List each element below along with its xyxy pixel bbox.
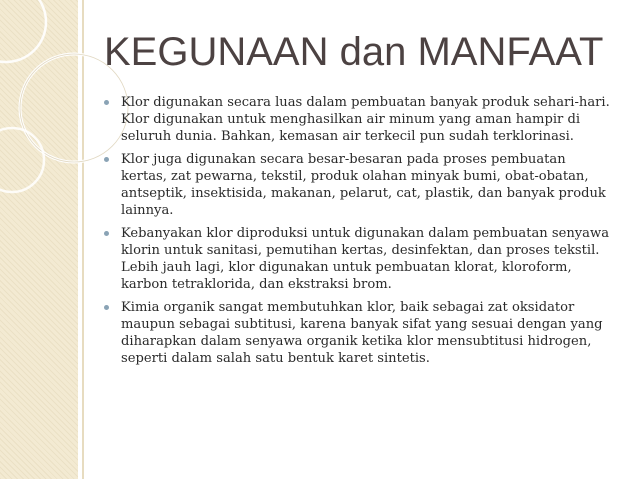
bullet-item <box>104 151 614 219</box>
bullet-item <box>104 225 614 293</box>
bullet-dot-icon <box>104 305 109 310</box>
bullet-dot-icon <box>104 231 109 236</box>
bullet-text: Klor digunakan secara luas dalam pembuatan banyak produk sehari-hari. Klor digunakan untuk menghasilkan air minum yang aman hampir di seluruh dunia. Bahkan, kemasan air terkecil pun sudah terklorinasi. <box>121 95 610 144</box>
bullet-text: Kebanyakan klor diproduksi untuk digunakan dalam pembuatan senyawa klorin untuk sanitasi, pemutihan kertas, desinfektan, dan proses tekstil. Lebih jauh lagi, klor digunakan untuk pembuatan klorat, kloroform, karbon tetraklorida, dan ekstraksi brom. <box>121 226 610 292</box>
bullet-text: Klor juga digunakan secara besar-besaran pada proses pembuatan kertas, zat pewarna, tekstil, produk olahan minyak bumi, obat-obatan, antseptik, insektisida, makanan, pelarut, cat, plastik, dan banyak produk lainnya. <box>121 152 606 218</box>
bullet-dot-icon <box>104 100 109 105</box>
slide-title: KEGUNAAN dan MANFAAT <box>104 30 604 74</box>
bullet-item <box>104 299 614 367</box>
bullet-item <box>104 94 614 145</box>
deco-circle-small <box>0 128 44 192</box>
bullet-list <box>104 94 614 373</box>
bullet-text: Kimia organik sangat membutuhkan klor, baik sebagai zat oksidator maupun sebagai subtitusi, karena banyak sifat yang sesuai dengan yang diharapkan dalam senyawa organik ketika klor mensubtitusi hidrogen, seperti dalam salah satu bentuk karet sintetis. <box>121 300 603 366</box>
bullet-dot-icon <box>104 157 109 162</box>
deco-circle-top <box>0 0 46 62</box>
